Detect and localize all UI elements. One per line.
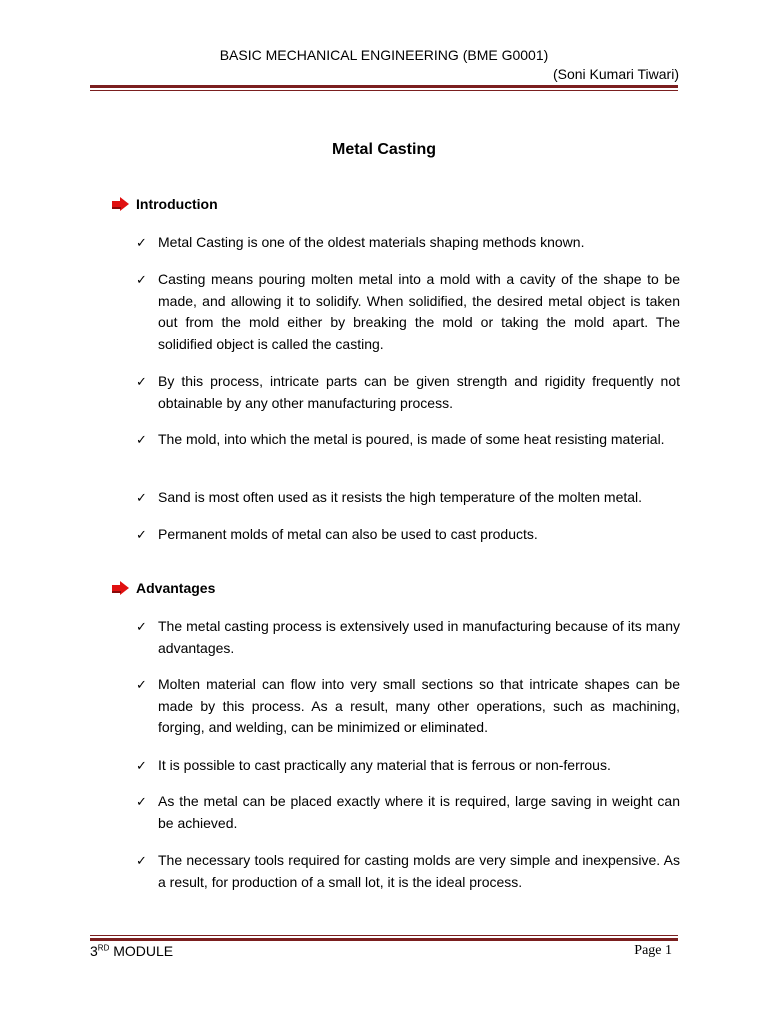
- list-item-text: Sand is most often used as it resists the high temperature of the molten metal.: [158, 489, 643, 505]
- footer-module: [90, 943, 173, 959]
- list-item: [136, 429, 680, 451]
- list-item-text: Metal Casting is one of the oldest materials shaping methods known.: [158, 234, 585, 250]
- list-item: [136, 674, 680, 739]
- section-heading-introduction: [112, 196, 218, 212]
- list-item-text: The metal casting process is extensively used in manufacturing because of its many advantages.: [158, 618, 680, 656]
- footer-rule-thin: [90, 935, 678, 936]
- checkmark-icon: ✓: [136, 432, 147, 447]
- section-heading-advantages: [112, 580, 215, 596]
- checkmark-icon: ✓: [136, 619, 147, 634]
- list-item: [136, 269, 680, 355]
- header-rule: [90, 85, 678, 88]
- list-item: [136, 850, 680, 893]
- checkmark-icon: ✓: [136, 758, 147, 773]
- list-item: [136, 524, 680, 546]
- list-item: [136, 487, 680, 509]
- footer-module-label: MODULE: [109, 943, 174, 959]
- checkmark-icon: ✓: [136, 853, 147, 868]
- page-title: Metal Casting: [331, 141, 436, 158]
- list-item: [136, 755, 680, 777]
- checkmark-icon: ✓: [136, 794, 147, 809]
- checkmark-icon: ✓: [136, 527, 147, 542]
- checkmark-icon: ✓: [136, 374, 147, 389]
- list-item-text: It is possible to cast practically any material that is ferrous or non-ferrous.: [158, 757, 611, 773]
- list-item-text: Casting means pouring molten metal into a mold with a cavity of the shape to be made, and allowing it to solidify. When solidified, the desired metal object is taken out from the mold either by breaking the mold or taking the mold apart. The solidified object is called the casting.: [158, 271, 680, 352]
- checkmark-icon: ✓: [136, 235, 147, 250]
- red-arrow-icon: [112, 580, 130, 596]
- list-item-text: As the metal can be placed exactly where it is required, large saving in weight can be achieved.: [158, 793, 680, 831]
- footer-page-number: Page 1: [634, 943, 672, 958]
- header-course-title: BASIC MECHANICAL ENGINEERING (BME G0001): [219, 47, 549, 63]
- header-author: (Soni Kumari Tiwari): [552, 66, 679, 82]
- red-arrow-icon: [112, 196, 130, 212]
- list-item-text: The mold, into which the metal is poured, is made of some heat resisting material.: [158, 431, 665, 447]
- checkmark-icon: ✓: [136, 490, 147, 505]
- checkmark-icon: ✓: [136, 272, 147, 287]
- list-item: [136, 616, 680, 659]
- footer-rule: [90, 938, 678, 941]
- list-item-text: The necessary tools required for casting molds are very simple and inexpensive. As a result, for production of a small lot, it is the ideal process.: [158, 852, 680, 890]
- list-item-text: By this process, intricate parts can be given strength and rigidity frequently not obtainable by any other manufacturing process.: [158, 373, 680, 411]
- list-item-text: Permanent molds of metal can also be used to cast products.: [158, 526, 538, 542]
- list-item: [136, 791, 680, 834]
- list-item: [136, 371, 680, 414]
- footer-module-suffix: RD: [97, 943, 110, 953]
- footer-module-number: 3: [90, 943, 98, 959]
- list-item: [136, 232, 680, 254]
- checkmark-icon: ✓: [136, 677, 147, 692]
- section-heading-label: Introduction: [136, 196, 218, 212]
- header-rule-thin: [90, 90, 678, 91]
- list-item-text: Molten material can flow into very small sections so that intricate shapes can be made by this process. As a result, many other operations, such as machining, forging, and welding, can be minimized or eliminated.: [158, 676, 680, 735]
- section-heading-label: Advantages: [136, 580, 216, 596]
